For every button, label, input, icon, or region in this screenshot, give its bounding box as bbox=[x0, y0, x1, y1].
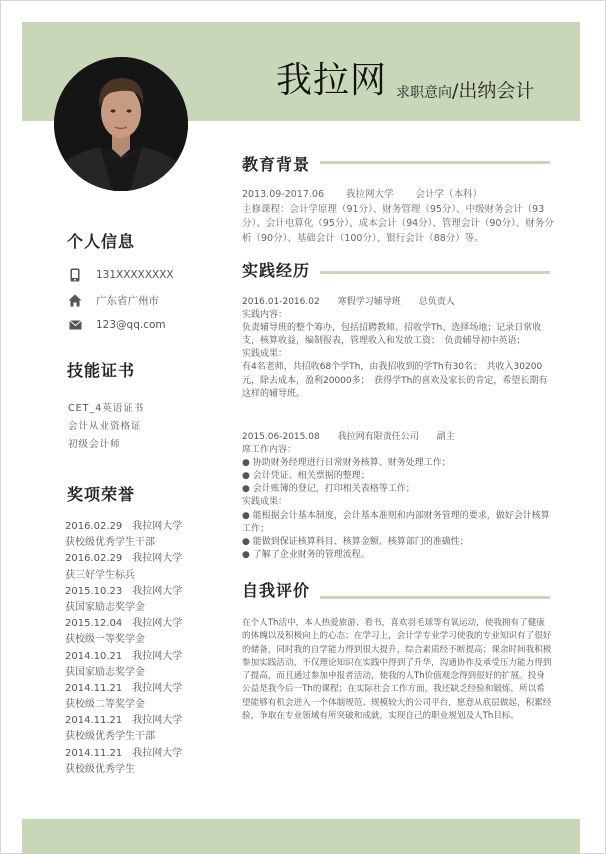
self-eval-rule bbox=[320, 596, 550, 599]
job1-role: 总负责人 bbox=[418, 297, 455, 307]
job1-line: 实践内容： bbox=[242, 310, 288, 321]
address-text: 广东省广州市 bbox=[96, 295, 159, 307]
home-icon bbox=[68, 294, 82, 308]
job1-line: 负责辅导班的整个筹办，包括招聘教师、招收学Th、选择场地；记录日常收支，核算收益，编制报表，管理收入和发放工资； 负责辅导初中英语； bbox=[242, 323, 542, 347]
phone-icon bbox=[68, 268, 82, 282]
honor-line: 2014.11.21 我拉网大学 bbox=[65, 682, 183, 694]
personal-info-title: 个人信息 bbox=[67, 232, 136, 251]
avatar bbox=[54, 57, 188, 191]
education-rule bbox=[320, 161, 550, 164]
education-period: 2013.09-2017.06 bbox=[242, 189, 324, 200]
job2-period: 2015.06-2015.08 bbox=[242, 432, 320, 442]
job-intent-slash: / bbox=[452, 80, 459, 102]
job-intent-value: 出纳会计 bbox=[458, 80, 535, 102]
job2-line: ● 会计凭证、相关票据的整理； bbox=[242, 471, 370, 482]
practice-job-2 bbox=[242, 431, 554, 562]
phone-text: 131XXXXXXXX bbox=[96, 269, 174, 281]
practice-rule bbox=[320, 271, 550, 274]
honor-line: 获校级优秀学生 bbox=[65, 763, 135, 775]
job2-line: ● 能做到保证核算科目、核算金额、核算部门的准确性； bbox=[242, 536, 469, 547]
job2-role: 副主 bbox=[436, 432, 455, 442]
honor-line: 获三好学生标兵 bbox=[65, 569, 135, 581]
education-head bbox=[242, 188, 554, 203]
email-row bbox=[68, 318, 166, 332]
education-title: 教育背景 bbox=[242, 155, 311, 174]
skills-title: 技能证书 bbox=[67, 361, 136, 380]
honor-line: 2015.10.23 我拉网大学 bbox=[65, 585, 183, 597]
honor-line: 2014.11.21 我拉网大学 bbox=[65, 715, 183, 727]
honor-line: 获校级一等奖学金 bbox=[65, 634, 145, 646]
job1-org: 寒假学习辅导班 bbox=[337, 297, 401, 307]
honor-line: 2014.10.21 我拉网大学 bbox=[65, 650, 183, 662]
address-row bbox=[68, 293, 159, 308]
honor-line: 2015.12.04 我拉网大学 bbox=[65, 618, 183, 630]
self-eval-title: 自我评价 bbox=[242, 581, 311, 600]
footer-band bbox=[22, 819, 580, 854]
education-school: 我拉网大学 bbox=[346, 189, 394, 200]
honor-line: 获国家励志奖学金 bbox=[65, 601, 145, 613]
candidate-name: 我拉网 bbox=[276, 60, 388, 101]
practice-title: 实践经历 bbox=[242, 261, 311, 280]
skill-item: 会计从业资格证 bbox=[68, 421, 142, 432]
phone-row bbox=[68, 268, 174, 282]
job2-line: ● 协助财务经理进行日常财务核算、财务处理工作； bbox=[242, 458, 451, 469]
mail-icon bbox=[68, 318, 82, 332]
job2-org: 我拉网有限责任公司 bbox=[337, 432, 419, 442]
honor-line: 获校级二等奖学金 bbox=[65, 699, 145, 711]
email-text: 123@qq.com bbox=[96, 319, 166, 331]
job1-head bbox=[242, 296, 554, 309]
honor-line: 2014.11.21 我拉网大学 bbox=[65, 747, 183, 759]
practice-job-1 bbox=[242, 296, 554, 401]
honors-list bbox=[65, 519, 195, 778]
honor-line: 获校级优秀学生干部 bbox=[65, 731, 155, 743]
job2-line: 实践成果： bbox=[242, 497, 288, 508]
honor-line: 获校级优秀学生干部 bbox=[65, 537, 155, 549]
job-intent bbox=[396, 76, 534, 103]
job1-line: 实践成果： bbox=[242, 349, 288, 360]
education-block bbox=[242, 188, 554, 246]
honor-line: 获国家励志奖学金 bbox=[65, 666, 145, 678]
job1-line: 有4名老师，共招收68个学Th，由我招收到的学Th有30名； 共收入30200元，除去成本，盈利20000多； 获得学Th的喜欢及家长的肯定，希望长期有这样的辅导班。 bbox=[242, 362, 548, 399]
self-eval-text: 在个人Th活中，本人热爱旅游、看书，喜欢羽毛球等有氧运动，使我拥有了健康的体魄以及积极向上的心态；在学习上，会计学专业学习使我的专业知识有了很好的储备，同时我的自学能力得到很大提升，综合素质经不断提高；课余时间我积极参加实践活动，不仅理论知识在实践中得到了升华，沟通协作及承受压力能力得到了提高，而且通过参加申报者活动，使我的人Th价值观念得到很好的扩展。投身公益是我今后一Th的课程；在实际社会工作方面，我还缺乏经验和锻炼，所以希望能够有机会进入一个体制规范、规模较大的公司平台，愿意从底层做起，积累经验，争取在专业领域有所突破和成就，实现自己的职业规划及人Th目标。 bbox=[242, 618, 552, 722]
honors-title: 奖项荣誉 bbox=[67, 485, 136, 504]
honor-line: 2016.02.29 我拉网大学 bbox=[65, 521, 183, 532]
skill-item: CET_4英语证书 bbox=[68, 403, 145, 414]
education-major: 会计学（本科） bbox=[415, 189, 483, 200]
job2-line: ● 会计账簿的登记，打印相关表格等工作； bbox=[242, 484, 415, 495]
job2-line: ● 能根据会计基本制度，会计基本准则和内部财务管理的要求，做好会计核算工作； bbox=[242, 510, 550, 534]
job-intent-label: 求职意向 bbox=[396, 85, 452, 101]
job2-line: ● 了解了企业财务的管理流程。 bbox=[242, 549, 370, 560]
honor-line: 2016.02.29 我拉网大学 bbox=[65, 553, 183, 565]
skill-item: 初级会计师 bbox=[68, 439, 121, 450]
education-courses: 主修课程：会计学原理（91分）、财务管理（95分）、中级财务会计（93分）、会计电算化（95分）、成本会计（94分）、管理会计（90分）、财务分析（90分）、基础会计（100分）、银行会计（88分）等。 bbox=[242, 203, 554, 244]
job2-head bbox=[242, 431, 554, 444]
job1-period: 2016.01-2016.02 bbox=[242, 297, 320, 307]
job2-line: 席工作内容： bbox=[242, 445, 297, 456]
